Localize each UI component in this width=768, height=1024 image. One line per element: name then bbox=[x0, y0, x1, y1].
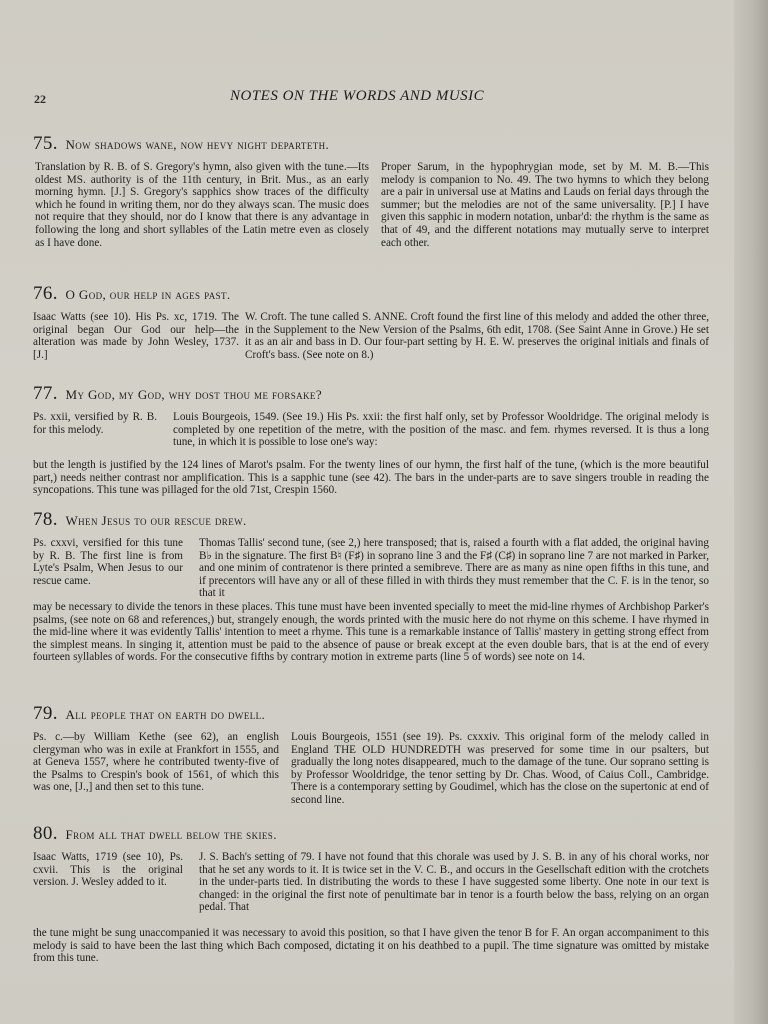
running-title: NOTES ON THE WORDS AND MUSIC bbox=[230, 88, 485, 104]
note-title: All people that on earth do dwell. bbox=[65, 707, 266, 722]
note-continuation: may be necessary to divide the tenors in these places. This tune must have been invented specially to meet the mid-line rhymes of Archbishop Parker's psalms, (see note on 68 and references,) but, strangely enough, the words printed with the music here do not rhyme on this scheme. I have rhymed in the mid-line where it was evidently Tallis' intention to meet a rhyme. This tune is a remarkable instance of Tallis' mastery in getting strong effect from the simplest means. In singing it, attention must be paid to the absence of pause or break except at the even double bars, that is at the end of every fourteen syllables of words. For the consecutive fifths by contrary motion in extreme parts (line 5 of words) see note on 14. bbox=[33, 601, 709, 664]
note-number: 77. bbox=[33, 383, 58, 404]
page-gutter-shadow bbox=[734, 0, 768, 1024]
note-75 bbox=[33, 133, 709, 263]
note-heading bbox=[33, 383, 709, 405]
note-continuation: but the length is justified by the 124 lines of Marot's psalm. For the twenty lines of our hymn, the first half of the tune, (which is the more beautiful part,) needs neither contrast nor amplification. This is a sapphic tune (see 42). The bars in the under-parts are to save singers trouble in reading the syncopations. This tune was pillaged for the old 71st, Crespin 1560. bbox=[33, 459, 709, 497]
note-heading bbox=[33, 823, 709, 845]
note-left-column: Ps. c.—by William Kethe (see 62), an english clergyman who was in exile at Frankfort in 1555, and at Geneva 1557, where he contributed twenty-five of the Psalms to Crespin's book of 1561, of which this was one, [J.,] and then set to this tune. bbox=[33, 731, 279, 794]
note-right-column: J. S. Bach's setting of 79. I have not found that this chorale was used by J. S. B. in any of his choral works, nor that he set any words to it. It is twice set in the V. C. B., and occurs in the Gesellschaft edition with the crotchets in the under-parts tied. In distributing the words to these I have suggested some liberty. One note in our text is changed: in the original the first note of penultimate bar in tenor is a fourth below the bass, relying on an organ pedal. That bbox=[199, 851, 709, 914]
note-left-column: Isaac Watts (see 10). His Ps. xc, 1719. The original began Our God our help—the alteration was made by John Wesley, 1737. [J.] bbox=[33, 311, 239, 361]
note-80 bbox=[33, 823, 709, 965]
note-number: 76. bbox=[33, 283, 58, 304]
note-title: From all that dwell below the skies. bbox=[65, 827, 277, 842]
note-left-column: Translation by R. B. of S. Gregory's hymn, also given with the tune.—Its oldest MS. authority is of the 11th century, in Brit. Mus., as an early morning hymn. [J.] S. Gregory's sapphics show traces of the difficulty which he found in writing them, nor do they always scan. The music does not require that they should, nor do I know that there is any advantage in following the long and short syllables of the Latin metre even as closely as I have done. bbox=[35, 161, 369, 249]
note-78 bbox=[33, 509, 709, 664]
note-left-column: Ps. xxii, versified by R. B. for this melody. bbox=[33, 411, 157, 436]
note-heading bbox=[33, 703, 709, 725]
note-right-column: W. Croft. The tune called S. ANNE. Croft found the first line of this melody and added the other three, in the Supplement to the New Version of the Psalms, 6th edit, 1708. (See Saint Anne in Grove.) He set it as an air and bass in D. Our four-part setting by H. E. W. preserves the original initials and finals of Croft's bass. (See note on 8.) bbox=[245, 311, 709, 361]
note-number: 79. bbox=[33, 703, 58, 724]
note-heading bbox=[33, 283, 709, 305]
page-number: 22 bbox=[34, 92, 46, 106]
note-right-column: Louis Bourgeois, 1549. (See 19.) His Ps. xxii: the first half only, set by Professor Wooldridge. The original melody is completed by one repetition of the metre, with the position of the masc. and fem. rhymes reversed. It is thus a long tune, in which it is possible to lose one's way: bbox=[173, 411, 709, 449]
note-number: 75. bbox=[33, 133, 58, 154]
note-title: O God, our help in ages past. bbox=[65, 287, 231, 302]
note-76 bbox=[33, 283, 709, 363]
note-title: Now shadows wane, now hevy night departeth. bbox=[65, 137, 330, 152]
note-number: 80. bbox=[33, 823, 58, 844]
note-77 bbox=[33, 383, 709, 497]
note-right-column: Proper Sarum, in the hypophrygian mode, set by M. M. B.—This melody is companion to No. 49. The two hymns to which they belong are a pair in universal use at Matins and Lauds on ferial days through the summer; but the melodies are not of the same universality. [P.] I have given this sapphic in modern notation, unbar'd: the rhythm is the same as that of 49, and the different notations may mutually serve to interpret each other. bbox=[381, 161, 709, 249]
note-right-column: Thomas Tallis' second tune, (see 2,) here transposed; that is, raised a fourth with a flat added, the original having B♭ in the signature. The first B♮ (F♯) in soprano line 3 and the F♯ (C♯) in soprano line 7 are not marked in Parker, and one minim of contratenor is there printed a semibreve. There are as many as nine open fifths in this tune, and if precentors will have any or all of these filled in with thirds they must remember that the C. F. is in the tenor, so that it bbox=[199, 537, 709, 600]
note-continuation: the tune might be sung unaccompanied it was necessary to avoid this position, so that I have given the tenor B for F. An organ accompaniment to this melody is said to have been the last thing which Bach composed, dictating it on his deathbed to a pupil. The time signature was omitted by mistake from this tune. bbox=[33, 927, 709, 965]
page-header bbox=[0, 88, 768, 112]
note-left-column: Ps. cxxvi, versified for this tune by R. B. The first line is from Lyte's Psalm, When Jesus to our rescue came. bbox=[33, 537, 183, 587]
note-right-column: Louis Bourgeois, 1551 (see 19). Ps. cxxxiv. This original form of the melody called in England THE OLD HUNDREDTH was preserved for some time in our psalters, but gradually the long notes disappeared, much to the damage of the tune. Our soprano setting is by Professor Wooldridge, the tenor setting by Dr. Chas. Wood, of Caius Coll., Cambridge. There is a contemporary setting by Goudimel, which has the close on the supertonic at end of second line. bbox=[291, 731, 709, 806]
note-title: My God, my God, why dost thou me forsake? bbox=[65, 387, 322, 402]
note-heading bbox=[33, 509, 709, 531]
note-number: 78. bbox=[33, 509, 58, 530]
note-left-column: Isaac Watts, 1719 (see 10), Ps. cxvii. This is the original version. J. Wesley added to it. bbox=[33, 851, 183, 889]
note-79 bbox=[33, 703, 709, 821]
note-heading bbox=[33, 133, 709, 155]
note-title: When Jesus to our rescue drew. bbox=[65, 513, 247, 528]
